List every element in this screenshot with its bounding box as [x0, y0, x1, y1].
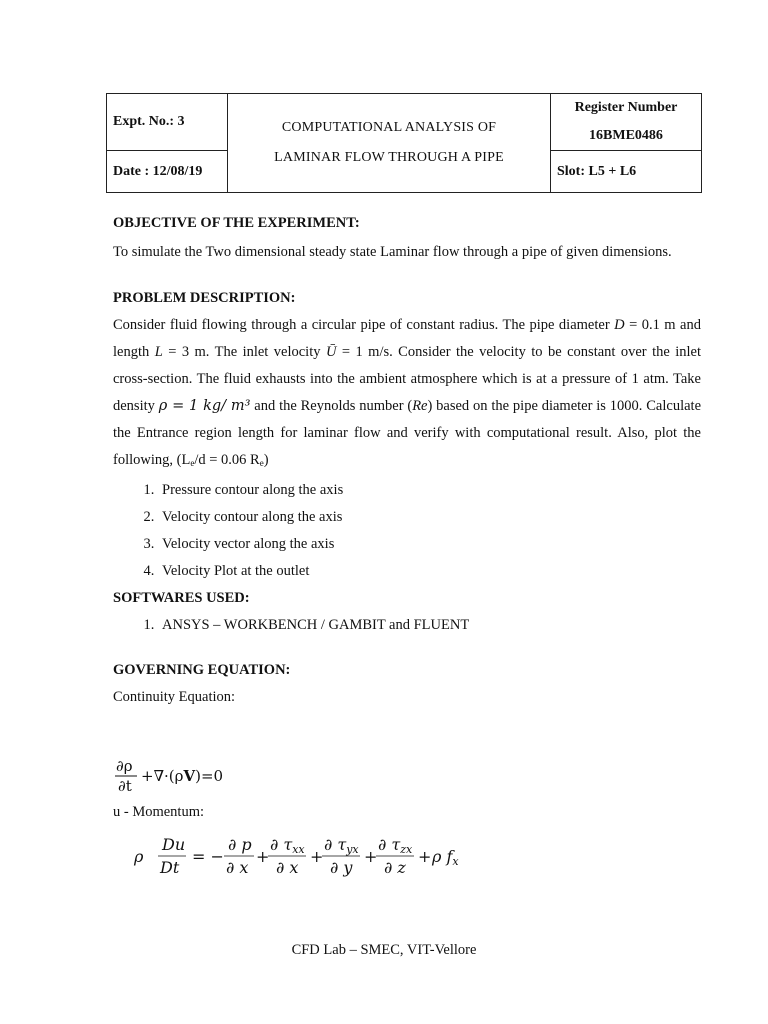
continuity-equation — [113, 756, 253, 796]
svg-text:+: + — [310, 847, 324, 866]
svg-text:ρ fx: ρ fx — [432, 847, 459, 868]
objective-text: To simulate the Two dimensional steady state Laminar flow through a pipe of given dimensions. — [113, 244, 672, 260]
slot: Slot: L5 + L6 — [551, 151, 702, 193]
problem-heading: PROBLEM DESCRIPTION: — [113, 290, 296, 306]
svg-text:∂ τzx: ∂ τzx — [378, 835, 413, 856]
register-label: Register Number — [574, 100, 678, 115]
svg-text:ρ: ρ — [134, 847, 144, 866]
svg-text:+∇·(ρV)=0: +∇·(ρV)=0 — [141, 767, 224, 785]
svg-text:+: + — [364, 847, 378, 866]
header-table — [106, 93, 702, 193]
svg-text:∂ z: ∂ z — [384, 858, 406, 877]
svg-text:Du: Du — [162, 835, 186, 854]
svg-text:∂ τxx: ∂ τxx — [270, 835, 305, 856]
momentum-equation — [130, 832, 490, 880]
svg-text:∂ x: ∂ x — [226, 858, 249, 877]
continuity-label: Continuity Equation: — [113, 689, 236, 705]
list-item: 1. ANSYS – WORKBENCH / GAMBIT and FLUENT — [158, 612, 701, 639]
svg-text:+: + — [418, 847, 432, 866]
list-item: 1. Pressure contour along the axis — [158, 477, 701, 504]
expt-number: Expt. No.: 3 — [107, 94, 228, 151]
svg-text:∂ρ: ∂ρ — [116, 757, 133, 775]
register-cell — [551, 94, 702, 151]
register-value: 16BME0486 — [589, 128, 663, 143]
momentum-label: u - Momentum: — [113, 804, 205, 820]
content — [113, 210, 701, 711]
list-item: 2. Velocity contour along the axis — [158, 504, 701, 531]
svg-text:∂ p: ∂ p — [228, 835, 252, 854]
svg-text:= −: = − — [192, 847, 224, 866]
software-list — [113, 612, 701, 639]
experiment-title — [228, 94, 551, 193]
problem-text: Consider fluid flowing through a circular pipe of constant radius. The pipe diameter D = 0.1 m and length L = 3 m. The inlet velocity Ū = 1 m/s. Consider the velocity to be constant over the inlet cross-section. The fluid exhausts into the ambient atmosphere which is at a pressure of 1 atm. Take density ρ = 1 kg/ m³ and the Reynolds number (Re) based on the pipe diameter is 1000. Calculate the Entrance region length for laminar flow and verify with computational result. Also, plot the following, ($L_e/d = 0.06$ $R_e$) — [113, 317, 701, 468]
title-line-2: LAMINAR FLOW THROUGH A PIPE — [274, 150, 504, 165]
svg-text:∂t: ∂t — [118, 777, 132, 795]
svg-text:+: + — [256, 847, 270, 866]
plot-list — [113, 477, 701, 585]
footer: CFD Lab – SMEC, VIT-Vellore — [291, 942, 477, 958]
svg-text:∂ x: ∂ x — [276, 858, 299, 877]
list-item: 3. Velocity vector along the axis — [158, 531, 701, 558]
svg-text:∂ τyx: ∂ τyx — [324, 835, 359, 856]
title-line-1: COMPUTATIONAL ANALYSIS OF — [281, 120, 497, 135]
list-item: 4. Velocity Plot at the outlet — [158, 558, 701, 585]
svg-text:Dt: Dt — [160, 858, 180, 877]
date: Date : 12/08/19 — [107, 151, 228, 193]
objective-heading: OBJECTIVE OF THE EXPERIMENT: — [113, 215, 360, 231]
software-heading: SOFTWARES USED: — [113, 590, 250, 606]
governing-heading: GOVERNING EQUATION: — [113, 662, 291, 678]
svg-text:∂ y: ∂ y — [330, 858, 353, 877]
